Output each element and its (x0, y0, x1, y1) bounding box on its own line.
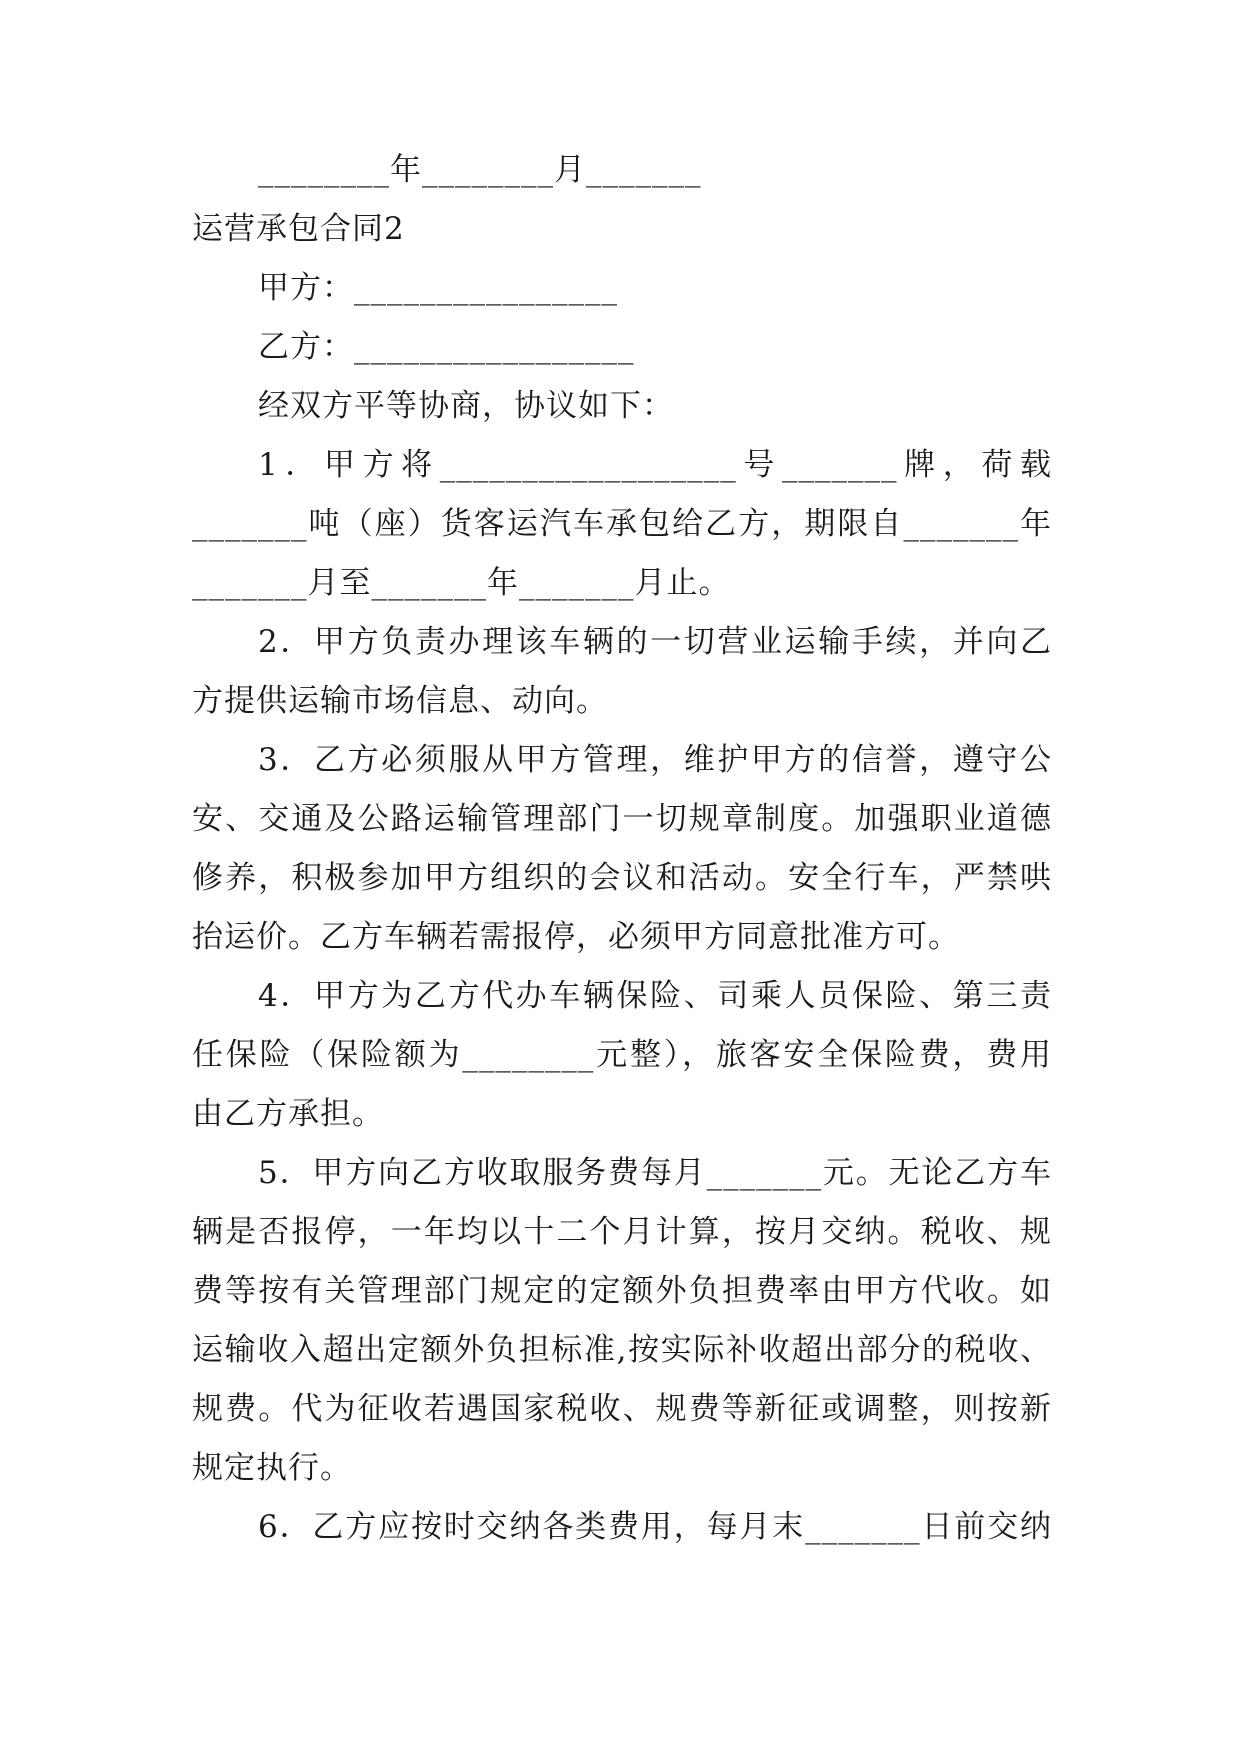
text-line: 辆是否报停，一年均以十二个月计算，按月交纳。税收、规 (192, 1214, 1052, 1250)
text-line: _______月至_______年_______月止。 (192, 565, 731, 601)
text-line: 2．甲方负责办理该车辆的一切营业运输手续，并向乙 (258, 624, 1052, 660)
text-line: _______吨（座）货客运汽车承包给乙方，期限自_______年 (192, 506, 1052, 542)
text-line: ________年________月_______ (258, 152, 702, 188)
text-line: 4．甲方为乙方代办车辆保险、司乘人员保险、第三责 (258, 978, 1052, 1014)
text-line: 任保险（保险额为________元整），旅客安全保险费，费用 (192, 1037, 1052, 1073)
text-line: 经双方平等协商，协议如下： (258, 388, 674, 424)
text-line: 规费。代为征收若遇国家税收、规费等新征或调整，则按新 (192, 1391, 1052, 1427)
text-line: 规定执行。 (192, 1450, 352, 1486)
text-line: 乙方：_________________ (258, 329, 635, 365)
text-line: 修养，积极参加甲方组织的会议和活动。安全行车，严禁哄 (192, 860, 1052, 896)
text-line: 安、交通及公路运输管理部门一切规章制度。加强职业道德 (192, 801, 1052, 837)
text-line: 5．甲方向乙方收取服务费每月_______元。无论乙方车 (258, 1155, 1052, 1191)
text-line: 运输收入超出定额外负担标准,按实际补收超出部分的税收、 (192, 1332, 1052, 1368)
text-line: 费等按有关管理部门规定的定额外负担费率由甲方代收。如 (192, 1273, 1052, 1309)
text-line: 6．乙方应按时交纳各类费用，每月末_______日前交纳 (258, 1509, 1052, 1545)
text-line: 1．甲方将__________________号_______牌，荷载 (258, 447, 1052, 483)
text-line: 3．乙方必须服从甲方管理，维护甲方的信誉，遵守公 (258, 742, 1052, 778)
text-line: 方提供运输市场信息、动向。 (192, 683, 608, 719)
text-line: 甲方：________________ (258, 270, 618, 306)
text-line: 抬运价。乙方车辆若需报停，必须甲方同意批准方可。 (192, 919, 960, 955)
text-line: 由乙方承担。 (192, 1096, 384, 1132)
text-line: 运营承包合同2 (192, 211, 405, 247)
